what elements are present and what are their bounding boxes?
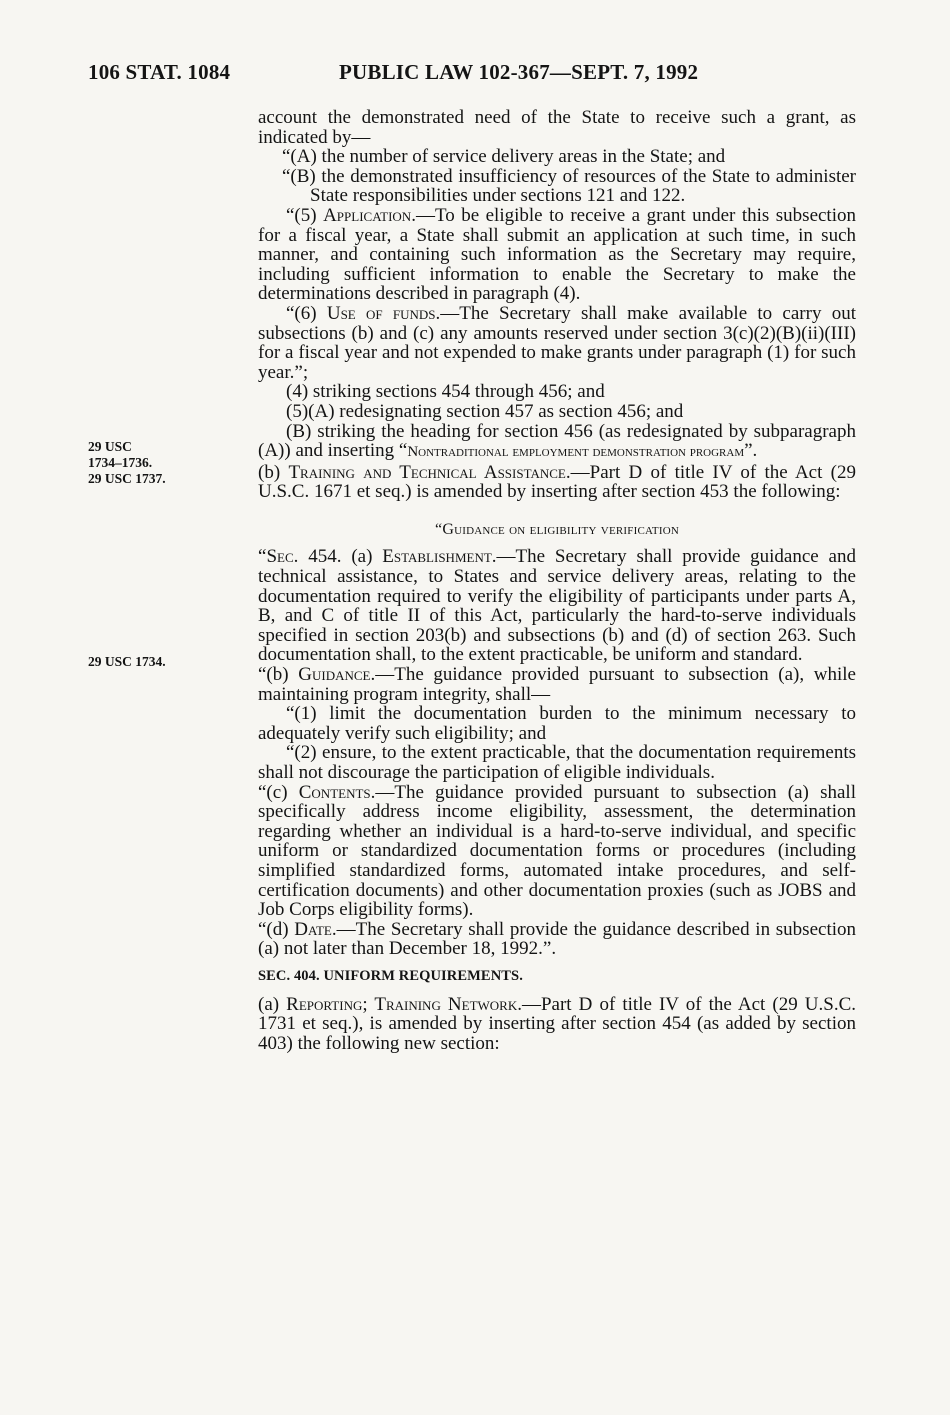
paragraph: (4) striking sections 454 through 456; and	[286, 381, 605, 403]
paragraph-text: “	[258, 546, 267, 568]
paragraph: “(1) limit the documentation burden to the minimum necessary to adequately verify such eligibility; and	[258, 703, 856, 744]
paragraph	[258, 463, 856, 502]
paragraph-number: “(5)	[286, 204, 324, 226]
paragraph-number: (b)	[258, 461, 289, 483]
paragraph-text: .—The guidance provided pursuant to subsection (a) shall specifically address income eligibility, assessment, the determination regarding whether an individual is a hard-to-serve individual, and specific uniform or standardized documentation forms or procedures (including simplified standardized forms, automated intake procedures, and self-certification documents) and other documentation proxies (such as JOBS and Job Corps eligibility forms).	[258, 781, 856, 921]
paragraph	[258, 422, 856, 463]
paragraph-heading: Training and Technical Assistance	[288, 461, 566, 483]
paragraph: “(2) ensure, to the extent practicable, that the documentation requirements shall not discourage the participation of eligible individuals.	[258, 742, 856, 783]
paragraph-heading: Guidance	[298, 664, 371, 686]
paragraph-heading: Sec	[266, 546, 294, 568]
paragraph: account the demonstrated need of the State to receive such a grant, as indicated by—	[258, 107, 856, 148]
paragraph-text: .—The Secretary shall make available to carry out subsections (b) and (c) any amounts reserved under section 3(c)(2)(B)(ii)(III) for a fiscal year and not expended to make grants under paragraph (1) for such year.”;	[258, 302, 856, 383]
paragraph-text: .—Part D of title IV of the Act (29 U.S.C. 1671 et seq.) is amended by inserting after section 453 the following:	[258, 461, 856, 503]
margin-note-usc	[88, 439, 218, 487]
section-center-heading: “Guidance on eligibility verification	[435, 520, 679, 538]
paragraph-number: (a)	[258, 993, 287, 1015]
page-header-title: PUBLIC LAW 102-367—SEPT. 7, 1992	[339, 60, 699, 84]
paragraph-text: .—The guidance provided pursuant to subsection (a), while maintaining program integrity, shall—	[258, 664, 856, 705]
paragraph-heading: Application	[323, 204, 412, 226]
document-body	[258, 108, 856, 1053]
paragraph-text: .—The Secretary shall provide the guidance described in subsection (a) not later than December 18, 1992.”.	[258, 918, 856, 960]
margin-note-line: 29 USC 1737.	[88, 471, 166, 486]
paragraph-text: .—To be eligible to receive a grant under this subsection for a fiscal year, a State shall submit an application at such time, in such manner, and containing such information as the Secretary may require, including sufficient information to enable the Secretary to make the determinations described in paragraph (4).	[258, 204, 856, 305]
paragraph	[258, 783, 856, 920]
paragraph-heading: Reporting; Training Network	[286, 993, 518, 1015]
paragraph-number: “(c)	[258, 781, 299, 803]
margin-note-line: 29 USC	[88, 439, 132, 454]
paragraph	[258, 304, 856, 382]
inserted-heading: Nontraditional employment demonstration program	[407, 444, 745, 461]
margin-note-usc-1734: 29 USC 1734.	[88, 654, 166, 669]
paragraph-number: “(6)	[286, 302, 327, 324]
paragraph: “(A) the number of service delivery areas in the State; and	[282, 146, 726, 168]
paragraph-heading: Contents	[298, 781, 371, 803]
paragraph-text: . 454. (a)	[293, 546, 383, 568]
paragraph-number: “(b)	[258, 664, 299, 686]
margin-note-line: 1734–1736.	[88, 455, 153, 470]
paragraph-text: .—Part D of title IV of the Act (29 U.S.C. 1731 et seq.), is amended by inserting after section 454 (as added by section 403) the following new section:	[258, 993, 856, 1054]
paragraph: “(B) the demonstrated insufficiency of resources of the State to administer State responsibilities under sections 121 and 122.	[282, 165, 856, 207]
paragraph	[258, 665, 856, 704]
paragraph	[258, 547, 856, 665]
paragraph	[258, 206, 856, 304]
paragraph	[258, 920, 856, 959]
paragraph-text: (B) striking the heading for section 456 (as redesignated by subparagraph (A)) and inserting “	[258, 420, 856, 462]
paragraph-text: .—The Secretary shall provide guidance and technical assistance, to States and service delivery areas, relating to the documentation required to verify the eligibility of participants under parts A, B, and C of title II of this Act, particularly the hard-to-serve individuals specified in section 203(b) and subsections (b) and (d) of section 263. Such documentation shall, to the extent practicable, be uniform and standard.	[258, 546, 856, 666]
paragraph-heading: Establishment	[382, 546, 492, 568]
paragraph-text: ”.	[744, 440, 758, 462]
paragraph-heading: Date	[294, 918, 332, 940]
section-heading: SEC. 404. UNIFORM REQUIREMENTS.	[258, 967, 523, 984]
paragraph: (5)(A) redesignating section 457 as section 456; and	[286, 400, 684, 422]
paragraph-heading: Use of funds	[326, 302, 436, 324]
paragraph-number: “(d)	[258, 918, 295, 940]
page-stat-reference: 106 STAT. 1084	[88, 60, 231, 84]
paragraph	[258, 995, 856, 1054]
